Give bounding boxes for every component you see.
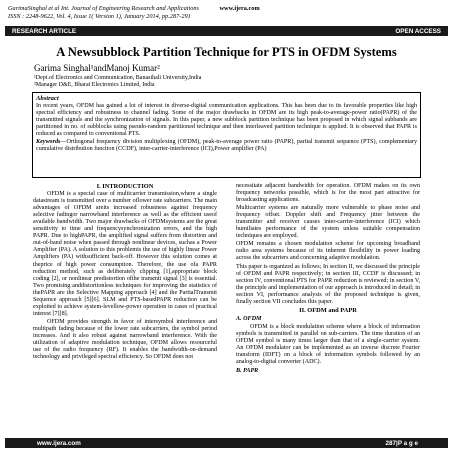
intro-paragraph-2: OFDM provides strength in favor of intersymbol interference and multipath fading because of the lower rate subcarriers, the symbol period increases. And it also robust against narrowband interference. With the utilization of adaptive modulation technique, OFDM allows resourceful use of the radio frequency (RF). It enables the bandwidth-on-demand technology and privileged spectral efficiency. So OFDM does not	[33, 318, 217, 361]
journal-line-1: GarimaSinghal et al Int. Journal of Engineering Research and Applications www.ijera.com	[8, 5, 260, 12]
right-paragraph-4: This paper is organized as follows; In section II, we discussed the principle of OFDM and PAPR respectively; in section III, CCDF is discussed; in section IV, conventional PTS for PAPR reduction is reviewed; in section V, the principle and implementation of our approach is introduced in detail; in section VI, performance analysis of the proposed technique is given, finally section VII concludes this paper.	[236, 263, 420, 305]
authors: Garima Singhal¹andManoj Kumar²	[34, 63, 160, 73]
right-paragraph-1: necessitate adjacent bandwidth for operation. OFDM makes on its own frequency networks possible, which is for the most part attractive for broadcasting applications.	[236, 183, 420, 204]
open-access-label: OPEN ACCESS	[395, 27, 441, 35]
right-paragraph-2: Multicarrier systems are naturally more vulnerable to phase noise and frequency offset. Doppler shift and Frequency jitter between the transmitter and receiver causes inter-carrier-interference (ICI) which humiliates performance of the system unless suitable compensation techniques are employed.	[236, 205, 420, 240]
affiliation-2: ²Manager D&E, Bharat Electronics Limited, India	[34, 82, 155, 89]
subsection-papr-heading: B. PAPR	[236, 368, 259, 375]
article-type-bar	[5, 26, 448, 36]
right-column	[236, 183, 420, 376]
affiliation-1: ¹Dept.of Electronics and Communication, Banasthali University,India	[34, 75, 202, 81]
page-number: 287|P a g e	[385, 439, 418, 447]
intro-paragraph-1: OFDM is a special case of multicarrier transmission,where a single datastream is transmitted over a number oflower rate subcarriers. The main advantages of OFDM areits increased robustness against frequency selective fadingor narrowband interference as well as the efficient useof available bandwidth. Two major drawbacks of OFDMsystems are the great sensitivity to time and frequencysynchronization errors, and the high PAPR. Due to highPAPR, the amplified signal suffers from distortion and out-of-band noise when passed through nonlinear devices, suchas a Power Amplifier (PA). A solution to this problemis the use of highly linear Power Amplifiers (PA) withsufficient back-off. However this solution comes at theprice of high power consumption. Therefore, the use ofa PAPR reduction method, such as deliberately clipping [1],appropriate block coding [2], or nonlinear predistortion ofthe transmit signal [3] is essential. Two promising anddistortionless techniques for improving the statistics of thePAPR are the Selective Mapping approach [4] and the PartialTransmit Sequence approach [5][6]. SLM and PTS-basedPAPR reduction can be exploited to achieve system-levellow-power operation in cases of practical interest [7][8].	[33, 191, 217, 317]
section-ofdm-papr-heading: II. OFDM and PAPR	[299, 306, 357, 314]
keywords-label: Keywords	[36, 138, 61, 145]
research-article-label: RESEARCH ARTICLE	[12, 27, 77, 35]
keywords-text: —Orthogonal frequency division multiplexing (OFDM), peak-to-average power ratio (PAPR), partial transmit sequence (PTS), complementary cumulative distribution function (CCDF), inter-carrier-interference (ICI),Power amplifier (PA)	[36, 138, 417, 152]
abstract-text: In recent years, OFDM has gained a lot of interest in diverse-digital communication applications. This has been due to its favorable properties like high spectral efficiency and robustness to channel fading. Some of the major drawbacks in OFDM are its high peak-to-average-power ratio(PAPR) of the transmitted signals and the synchronization of signals. In this paper, a new subblock partition technique has been proposed in which signal subbands are partitioned in no. of subblocks using pseudo-random partitioned technique and then interleaved partition technique is applied. It is observed that PAPR is reduced as compared to conventional PTS.	[36, 103, 417, 138]
abstract-box	[32, 92, 421, 178]
journal-header	[8, 5, 260, 20]
footer-bar	[5, 438, 448, 448]
journal-site: www.ijera.com	[219, 5, 260, 12]
journal-line-2: ISSN : 2248-9622, Vol. 4, Issue 1( Version 1), January 2014, pp.287-291	[8, 12, 191, 20]
right-paragraph-3: OFDM remains a chosen modulation scheme for upcoming broadband radio area systems because of its inherent flexibility in power loading across the subcarriers and concerning adaptive modulation.	[236, 241, 420, 262]
affiliations	[34, 75, 201, 89]
section-introduction-heading: I. INTRODUCTION	[96, 183, 154, 190]
paper-title: A Newsubblock Partition Technique for PTS in OFDM Systems	[56, 45, 397, 59]
abstract-heading: Abstract	[36, 95, 59, 102]
subsection-ofdm-heading: A. OFDM	[236, 315, 262, 322]
ofdm-paragraph: OFDM is a block modulation scheme where a block of information symbols is transmitted in parallel on sub-carriers. The time duration of an OFDM symbol is many times larger than that of a single-carrier system. An OFDM modulator can be implemented as an inverse discrete Fourier transform (IDFT) on a block of information symbols followed by an analog-to-digital converter (ADC).	[236, 323, 420, 366]
footer-site: www.ijera.com	[37, 439, 81, 447]
left-column	[33, 183, 217, 362]
